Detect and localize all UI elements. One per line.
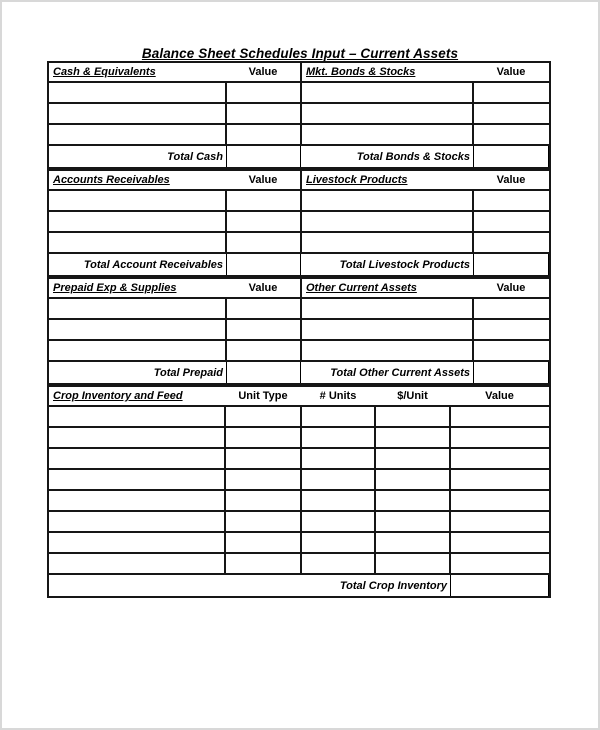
total-cash-label: Total Cash — [48, 145, 226, 168]
total-livestock-products-label: Total Livestock Products — [301, 253, 473, 276]
schedule-header-row — [48, 278, 550, 298]
unit-type-column-header: Unit Type — [225, 386, 301, 406]
value-input-cell[interactable] — [450, 490, 550, 511]
unit-type-input-cell[interactable] — [225, 448, 301, 469]
total-other-current-assets-label: Total Other Current Assets — [301, 361, 473, 384]
unit-type-input-cell[interactable] — [225, 406, 301, 427]
item-input-cell[interactable] — [48, 532, 225, 553]
dollar-per-unit-input-cell[interactable] — [375, 511, 450, 532]
item-input-cell[interactable] — [301, 190, 473, 211]
total-other-current-assets-input[interactable] — [473, 361, 550, 384]
value-input-cell[interactable] — [450, 532, 550, 553]
item-input-cell[interactable] — [301, 232, 473, 253]
total-prepaid-input[interactable] — [226, 361, 301, 384]
value-input-cell[interactable] — [473, 103, 550, 124]
blank-row — [48, 532, 550, 553]
value-input-cell[interactable] — [226, 124, 301, 145]
item-input-cell[interactable] — [48, 319, 226, 340]
blank-row — [48, 232, 550, 253]
total-account-receivables-label: Total Account Receivables — [48, 253, 226, 276]
num-units-input-cell[interactable] — [301, 490, 375, 511]
blank-row — [48, 553, 550, 574]
item-input-cell[interactable] — [301, 103, 473, 124]
schedule-crop-inventory — [47, 385, 551, 598]
item-input-cell[interactable] — [301, 298, 473, 319]
item-input-cell[interactable] — [48, 124, 226, 145]
value-input-cell[interactable] — [450, 511, 550, 532]
value-input-cell[interactable] — [473, 319, 550, 340]
item-input-cell[interactable] — [48, 232, 226, 253]
value-input-cell[interactable] — [226, 298, 301, 319]
section-header-crop-inventory-feed: Crop Inventory and Feed — [48, 386, 225, 406]
blank-row — [48, 469, 550, 490]
item-input-cell[interactable] — [48, 553, 225, 574]
num-units-input-cell[interactable] — [301, 469, 375, 490]
dollar-per-unit-input-cell[interactable] — [375, 553, 450, 574]
schedule-receivables-livestock — [47, 169, 551, 277]
dollar-per-unit-column-header: $/Unit — [375, 386, 450, 406]
total-row — [48, 145, 550, 168]
total-bonds-stocks-input[interactable] — [473, 145, 550, 168]
value-input-cell[interactable] — [226, 103, 301, 124]
num-units-input-cell[interactable] — [301, 427, 375, 448]
unit-type-input-cell[interactable] — [225, 532, 301, 553]
blank-row — [48, 124, 550, 145]
item-input-cell[interactable] — [48, 427, 225, 448]
num-units-input-cell[interactable] — [301, 511, 375, 532]
unit-type-input-cell[interactable] — [225, 490, 301, 511]
total-row — [48, 361, 550, 384]
value-column-header: Value — [226, 170, 301, 190]
value-input-cell[interactable] — [450, 448, 550, 469]
schedule-header-row — [48, 62, 550, 82]
item-input-cell[interactable] — [48, 511, 225, 532]
item-input-cell[interactable] — [48, 448, 225, 469]
item-input-cell[interactable] — [48, 103, 226, 124]
blank-row — [48, 190, 550, 211]
num-units-input-cell[interactable] — [301, 406, 375, 427]
value-column-header: Value — [226, 62, 301, 82]
blank-row — [48, 511, 550, 532]
section-header-mkt-bonds-stocks: Mkt. Bonds & Stocks — [301, 62, 473, 82]
total-crop-inventory-label: Total Crop Inventory — [48, 574, 450, 597]
blank-row — [48, 340, 550, 361]
total-livestock-products-input[interactable] — [473, 253, 550, 276]
schedule-header-row — [48, 170, 550, 190]
blank-row — [48, 103, 550, 124]
blank-row — [48, 211, 550, 232]
section-header-cash-equivalents: Cash & Equivalents — [48, 62, 226, 82]
value-input-cell[interactable] — [226, 82, 301, 103]
dollar-per-unit-input-cell[interactable] — [375, 427, 450, 448]
value-input-cell[interactable] — [473, 82, 550, 103]
value-column-header: Value — [473, 278, 550, 298]
unit-type-input-cell[interactable] — [225, 469, 301, 490]
schedule-header-row — [48, 386, 550, 406]
item-input-cell[interactable] — [48, 82, 226, 103]
value-input-cell[interactable] — [473, 340, 550, 361]
total-row — [48, 253, 550, 276]
value-column-header: Value — [473, 62, 550, 82]
num-units-input-cell[interactable] — [301, 448, 375, 469]
item-input-cell[interactable] — [301, 319, 473, 340]
dollar-per-unit-input-cell[interactable] — [375, 469, 450, 490]
item-input-cell[interactable] — [48, 298, 226, 319]
schedule-prepaid-other — [47, 277, 551, 385]
value-input-cell[interactable] — [450, 427, 550, 448]
blank-row — [48, 406, 550, 427]
blank-row — [48, 82, 550, 103]
item-input-cell[interactable] — [48, 490, 225, 511]
blank-row — [48, 298, 550, 319]
unit-type-input-cell[interactable] — [225, 511, 301, 532]
total-crop-inventory-input[interactable] — [450, 574, 550, 597]
num-units-input-cell[interactable] — [301, 553, 375, 574]
item-input-cell[interactable] — [301, 211, 473, 232]
dollar-per-unit-input-cell[interactable] — [375, 490, 450, 511]
item-input-cell[interactable] — [301, 340, 473, 361]
section-header-other-current-assets: Other Current Assets — [301, 278, 473, 298]
dollar-per-unit-input-cell[interactable] — [375, 532, 450, 553]
total-row — [48, 574, 550, 597]
value-input-cell[interactable] — [226, 232, 301, 253]
schedule-cash-bonds — [47, 61, 551, 169]
value-input-cell[interactable] — [226, 190, 301, 211]
value-input-cell[interactable] — [473, 211, 550, 232]
value-input-cell[interactable] — [473, 190, 550, 211]
item-input-cell[interactable] — [48, 190, 226, 211]
blank-row — [48, 319, 550, 340]
value-input-cell[interactable] — [226, 211, 301, 232]
item-input-cell[interactable] — [48, 406, 225, 427]
item-input-cell[interactable] — [48, 340, 226, 361]
blank-row — [48, 427, 550, 448]
value-input-cell[interactable] — [450, 469, 550, 490]
total-bonds-stocks-label: Total Bonds & Stocks — [301, 145, 473, 168]
value-input-cell[interactable] — [450, 553, 550, 574]
value-input-cell[interactable] — [473, 232, 550, 253]
dollar-per-unit-input-cell[interactable] — [375, 406, 450, 427]
unit-type-input-cell[interactable] — [225, 427, 301, 448]
value-input-cell[interactable] — [226, 319, 301, 340]
blank-row — [48, 448, 550, 469]
value-input-cell[interactable] — [473, 124, 550, 145]
item-input-cell[interactable] — [301, 124, 473, 145]
num-units-column-header: # Units — [301, 386, 375, 406]
blank-row — [48, 490, 550, 511]
page-title: Balance Sheet Schedules Input – Current Assets — [141, 46, 459, 61]
unit-type-input-cell[interactable] — [225, 553, 301, 574]
dollar-per-unit-input-cell[interactable] — [375, 448, 450, 469]
item-input-cell[interactable] — [48, 211, 226, 232]
num-units-input-cell[interactable] — [301, 532, 375, 553]
total-cash-input[interactable] — [226, 145, 301, 168]
total-account-receivables-input[interactable] — [226, 253, 301, 276]
item-input-cell[interactable] — [48, 469, 225, 490]
value-column-header: Value — [473, 170, 550, 190]
value-input-cell[interactable] — [226, 340, 301, 361]
value-column-header: Value — [226, 278, 301, 298]
value-input-cell[interactable] — [473, 298, 550, 319]
section-header-prepaid-exp-supplies: Prepaid Exp & Supplies — [48, 278, 226, 298]
section-header-livestock-products: Livestock Products — [301, 170, 473, 190]
section-header-accounts-receivables: Accounts Receivables — [48, 170, 226, 190]
total-prepaid-label: Total Prepaid — [48, 361, 226, 384]
item-input-cell[interactable] — [301, 82, 473, 103]
value-column-header: Value — [450, 386, 550, 406]
value-input-cell[interactable] — [450, 406, 550, 427]
